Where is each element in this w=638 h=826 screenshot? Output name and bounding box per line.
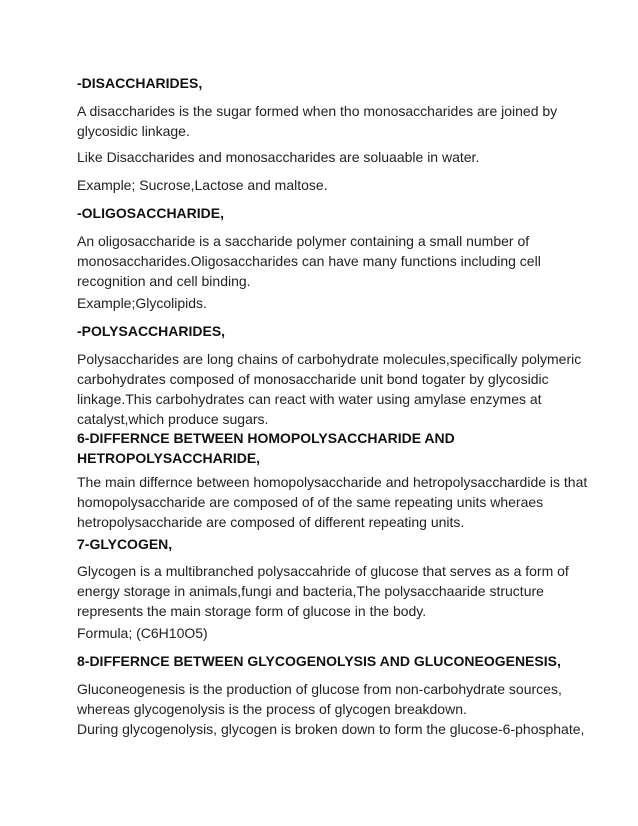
heading-disaccharides: [77, 73, 577, 93]
heading-oligosaccharide: [77, 203, 577, 223]
text-line: -POLYSACCHARIDES,: [77, 323, 226, 339]
text-line: homopolysaccharide are composed of of the same repeating units wheraes: [77, 494, 544, 510]
text-line: HETROPOLYSACCHARIDE,: [77, 450, 261, 466]
paragraph-glycogen-definition: [77, 561, 577, 621]
text-line: During glycogenolysis, glycogen is broken down to form the glucose-6-phosphate,: [77, 721, 585, 737]
heading-glycogen: [77, 534, 577, 554]
text-line: Glycogen is a multibranched polysaccahride of glucose that serves as a form of: [77, 563, 569, 579]
paragraph-disaccharides-definition: [77, 101, 577, 141]
paragraph-glycogen-formula: [77, 623, 577, 643]
text-line: 8-DIFFERNCE BETWEEN GLYCOGENOLYSIS AND GLUCONEOGENESIS,: [77, 653, 561, 669]
text-line: glycosidic linkage.: [77, 123, 190, 139]
text-line: energy storage in animals,fungi and bacteria,The polysacchaaride structure: [77, 583, 544, 599]
heading-glycogenolysis-vs-gluconeogenesis: [77, 651, 577, 671]
text-line: 7-GLYCOGEN,: [77, 536, 173, 552]
text-line: Example;Glycolipids.: [77, 295, 207, 311]
text-line: recognition and cell binding.: [77, 273, 251, 289]
text-line: whereas glycogenolysis is the process of glycogen breakdown.: [77, 701, 467, 717]
text-line: Formula; (C6H10O5): [77, 625, 208, 641]
text-line: linkage.This carbohydrates can react with water using amylase enzymes at: [77, 391, 542, 407]
text-line: represents the main storage form of glucose in the body.: [77, 603, 427, 619]
text-line: hetropolysaccharide are composed of different repeating units.: [77, 514, 465, 530]
heading-polysaccharides: [77, 321, 577, 341]
paragraph-polysaccharides-definition: [77, 349, 582, 429]
paragraph-disaccharides-example: [77, 175, 577, 195]
text-line: -OLIGOSACCHARIDE,: [77, 205, 224, 221]
text-line: Gluconeogenesis is the production of glucose from non-carbohydrate sources,: [77, 681, 562, 697]
text-line: 6-DIFFERNCE BETWEEN HOMOPOLYSACCHARIDE AND: [77, 430, 455, 446]
heading-homo-vs-hetero-polysaccharide: [77, 428, 577, 468]
text-line: An oligosaccharide is a saccharide polymer containing a small number of: [77, 233, 530, 249]
paragraph-oligosaccharide-example: [77, 293, 577, 313]
text-line: A disaccharides is the sugar formed when tho monosaccharides are joined by: [77, 103, 558, 119]
text-line: Polysaccharides are long chains of carbohydrate molecules,specifically polymeric: [77, 351, 582, 367]
text-line: monosaccharides.Oligosaccharides can have many functions including cell: [77, 253, 541, 269]
paragraph-glycogenolysis-vs-gluconeogenesis: [77, 679, 585, 739]
paragraph-oligosaccharide-definition: [77, 231, 577, 291]
text-line: Like Disaccharides and monosaccharides are soluaable in water.: [77, 149, 480, 165]
text-line: catalyst,which produce sugars.: [77, 411, 269, 427]
text-line: carbohydrates composed of monosaccharide unit bond togater by glycosidic: [77, 371, 549, 387]
text-line: Example; Sucrose,Lactose and maltose.: [77, 177, 328, 193]
text-line: The main differnce between homopolysaccharide and hetropolysacchardide is that: [77, 474, 588, 490]
text-line: -DISACCHARIDES,: [77, 75, 203, 91]
paragraph-homo-vs-hetero-polysaccharide: [77, 472, 588, 532]
paragraph-disaccharides-solubility: [77, 147, 577, 167]
